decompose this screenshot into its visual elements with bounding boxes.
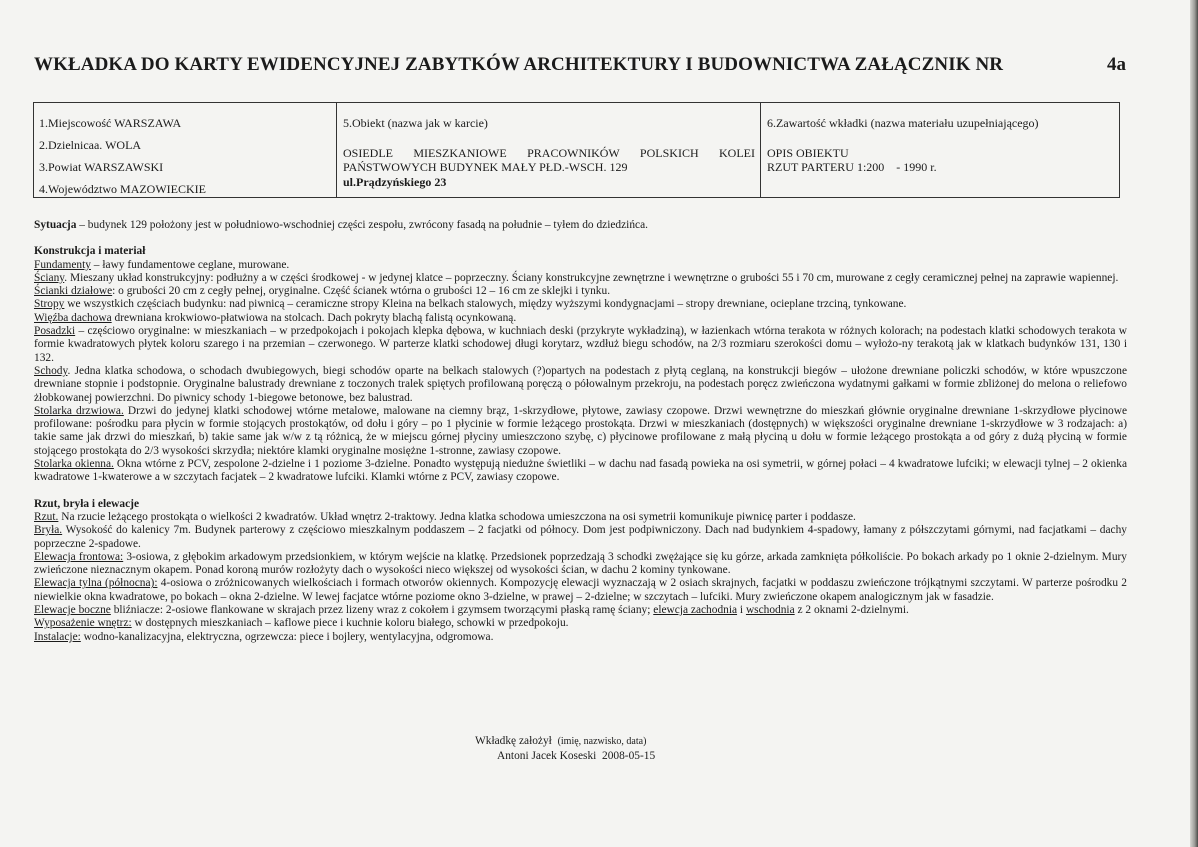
paragraph-rear-elevation: Elewacja tylna (północna): 4-osiowa o zróżnicowanych wielkościach i formach otworów okiennych. Kompozycję elewacji wyznaczają w 2 osiach skrajnych, facjatki w poddaszu zwieńczone trójkątnymi szczytami. W parterze pośrodku 2 niewielkie okna kwadratowe, po bokach – okna 2-dzielne. W lewej facjatce wtórne poziome okno 3-dzielne, w prawej – 2-dzielne; w szczytach – lufciki. Mury zwieńczone okapem analogicznym jak w fasadzie. <box>34 577 1127 603</box>
signature-value: Antoni Jacek Koseski 2008-05-15 <box>497 750 656 762</box>
paragraph-ceilings: Stropy we wszystkich częściach budynku: nad piwnicą – ceramiczne stropy Kleina na belkach stalowych, między wyższymi kondygnacjami – stropy drewniane, ocieplane trzciną, tynkowane. <box>34 298 907 311</box>
paragraph-doors: Stolarka drzwiowa. Drzwi do jedynej klatki schodowej wtórne metalowe, malowane na ciemny brąz, 1-skrzydłowe, płytowe, zawiasy czopowe. Drzwi wewnętrzne do mieszkań głównie oryginalne drewniane 1-skrzydłowe płycinowe profilowane: pośrodku para płycin w formie stojących prostokątów, od dołu i góry – po 1 płycinie w formie leżącego prostokąta. Drzwi w mieszkaniach (dostępnych) w większości oryginalne drewniane 1-skrzydłowe w 3 rodzajach: a) takie same jak drzwi do mieszkań, b) takie same jak w/w z tą różnicą, że w miejscu górnej płyciny umieszczono szybę, c) płycinowe profilowane z małą płyciną u dołu w formie leżącego prostokąta a od góry z dużą płyciną w formie stojącego prostokąta do 2/3 wysokości skrzydła; niektóre klamki oryginalne mosiężne 1-stronne, zawiasy czopowe. <box>34 404 1127 457</box>
voivodeship: 4.Województwo MAZOWIECKIE <box>39 182 206 196</box>
contents-line-1: OPIS OBIEKTU <box>767 146 849 160</box>
paragraph-foundations: Fundamenty – ławy fundamentowe ceglane, murowane. <box>34 258 290 271</box>
paragraph-massing: Bryła. Wysokość do kalenicy 7m. Budynek parterowy z częściowo mieszkalnym poddaszem – 2 facjatki od północy. Dom jest podpiwniczony. Dach nad budynkiem 4-spadowy, łamany z półszczytami górnymi, nad facjatkami – dachy poprzeczne 2-spadowe. <box>34 524 1127 550</box>
paragraph-side-elevations: Elewacje boczne bliźniacze: 2-osiowe flankowane w skrajach przez lizeny wraz z cokołem i gzymsem tworzącymi płaską ramę ściany; elewcja zachodnia i wschodnia z 2 oknami 2-dzielnymi. <box>34 604 909 617</box>
signature-label-note: (imię, nazwisko, data) <box>557 736 647 747</box>
signature-label-line <box>475 734 735 749</box>
paragraph-front-elevation: Elewacja frontowa: 3-osiowa, z głębokim arkadowym przedsionkiem, w którym wejście na klatkę. Przedsionek poprzedzają 3 schodki zwężające się ku górze, arkada zamknięta półkoliście. Po bokach arkady po 1 oknie 2-dzielnym. Mury zwieńczone nieznacznym okapem. Ponad koroną murów rozłożyty dach o wysokości nieco większej od wysokości ścian, w dachu 2 kominy tynkowane. <box>34 550 1127 577</box>
document-title: WKŁADKA DO KARTY EWIDENCYJNEJ ZABYTKÓW ARCHITEKTURY I BUDOWNICTWA ZAŁĄCZNIK NR <box>34 54 1004 75</box>
location-cell <box>34 103 337 197</box>
object-label: 5.Obiekt (nazwa jak w karcie) <box>343 116 488 130</box>
signature-block <box>475 734 735 763</box>
plan-heading: Rzut, bryła i elewacje <box>34 497 140 510</box>
construction-heading: Konstrukcja i materiał <box>34 245 146 258</box>
paragraph-interior-equipment: Wyposażenie wnętrz: w dostępnych mieszkaniach – kaflowe piece i kuchnie koloru białego, schowki w przedpokoju. <box>34 617 569 630</box>
paragraph-stairs: Schody. Jedna klatka schodowa, o schodach dwubiegowych, biegi schodów oparte na belkach stalowych (?)opartych na podestach z płytą ceglaną, na konstrukcji biegów – ułożone drewniane policzki schodów, w które wpuszczone drewniane stopnie i podstopnie. Oryginalne balustrady drewniane z toczonych tralek spiętych profilowaną poręczą o półowalnym przekroju, na podestach poręcz zwieńczona wydatnymi gałkami w formie zbliżonej do melona o reliefowo żłobkowanej powierzchni. Do piwnicy schody 1-biegowe betonowe, bez balustrad. <box>34 364 1127 404</box>
object-address: ul.Prądzyńskiego 23 <box>343 175 447 189</box>
paragraph-roof-truss: Więźba dachowa drewniana krokwiowo-płatwiowa na stolcach. Dach pokryty blachą falistą ocynkowaną. <box>34 311 517 324</box>
paragraph-floors: Posadzki – częściowo oryginalne: w mieszkaniach – w przedpokojach i pokojach klepka dębowa, w kuchniach deski (przykryte wykładziną), w łazienkach wtórna terakota w różnych kolorach; na podestach klatki schodowych terakota w formie kwadratowych płytek koloru szarego i na przemian – czerwonego. W parterze klatki schodowej długi korytarz, wzdłuż biegu schodów, na 2/3 rozmiaru szerokości domu – wyłożo-ny terakotą jak w klatkach budynków 131, 130 i 132. <box>34 325 1127 364</box>
contents-label: 6.Zawartość wkładki (nazwa materiału uzupełniającego) <box>767 116 1039 130</box>
paragraph-partitions: Ścianki działowe: o grubości 20 cm z cegły pełnej, oryginalne. Część ścianek wtórna o grubości 12 – 16 cm ze sklejki i tynku. <box>34 285 611 298</box>
paragraph-plan: Rzut. Na rzucie leżącego prostokąta o wielkości 2 kwadratów. Układ wnętrz 2-traktowy. Jedna klatka schodowa umieszczona na osi symetrii komunikuje piwnicę parter i poddasze. <box>34 510 856 523</box>
locality: 1.Miejscowość WARSZAWA <box>39 116 182 130</box>
contents-cell <box>761 103 1119 197</box>
county: 3.Powiat WARSZAWSKI <box>39 160 164 174</box>
metadata-table <box>33 102 1120 198</box>
scan-edge <box>1190 0 1198 847</box>
paragraph-walls: Ściany. Mieszany układ konstrukcyjny: podłużny a w części środkowej - w jedynej klatce – poprzeczny. Ściany konstrukcyjne zewnętrzne i wewnętrzne o grubości 55 i 70 cm, murowane z cegły ceramicznej pełnej na zaprawie wapiennej. <box>34 271 1119 284</box>
situation-label: Sytuacja <box>34 219 77 231</box>
paragraph-installations: Instalacje: wodno-kanalizacyjna, elektryczna, ogrzewcza: piece i bojlery, wentylacyjna, odgromowa. <box>34 630 494 643</box>
district: 2.Dzielnicaa. WOLA <box>39 138 142 152</box>
object-name: OSIEDLE MIESZKANIOWE PRACOWNIKÓW POLSKICH KOLEI PAŃSTWOWYCH BUDYNEK MAŁY PŁD.-WSCH. 129 <box>343 146 755 174</box>
situation-paragraph: Sytuacja – budynek 129 położony jest w południowo-wschodniej części zespołu, zwrócony fasadą na południe – tyłem do dziedzińca. <box>34 219 649 231</box>
attachment-number: 4a <box>1107 54 1126 75</box>
signature-label: Wkładkę założył <box>475 735 552 747</box>
object-cell <box>337 103 761 197</box>
contents-line-2: RZUT PARTERU 1:200 - 1990 r. <box>767 160 937 174</box>
paragraph-windows: Stolarka okienna. Okna wtórne z PCV, zespolone 2-dzielne i 1 poziome 3-dzielne. Ponadto występują niedużne świetliki – w dachu nad fasadą powieka na osi symetrii, w górnej połaci – 4 kwadratowe lufciki; w elewacji tylnej – 2 okienka kwadratowe 1-kwaterowe a w szczytach facjatek – 2 kwadratowe lufciki. Klamki wtórne z PCV, zawiasy czopowe. <box>34 458 1128 484</box>
description-body <box>34 219 1127 644</box>
